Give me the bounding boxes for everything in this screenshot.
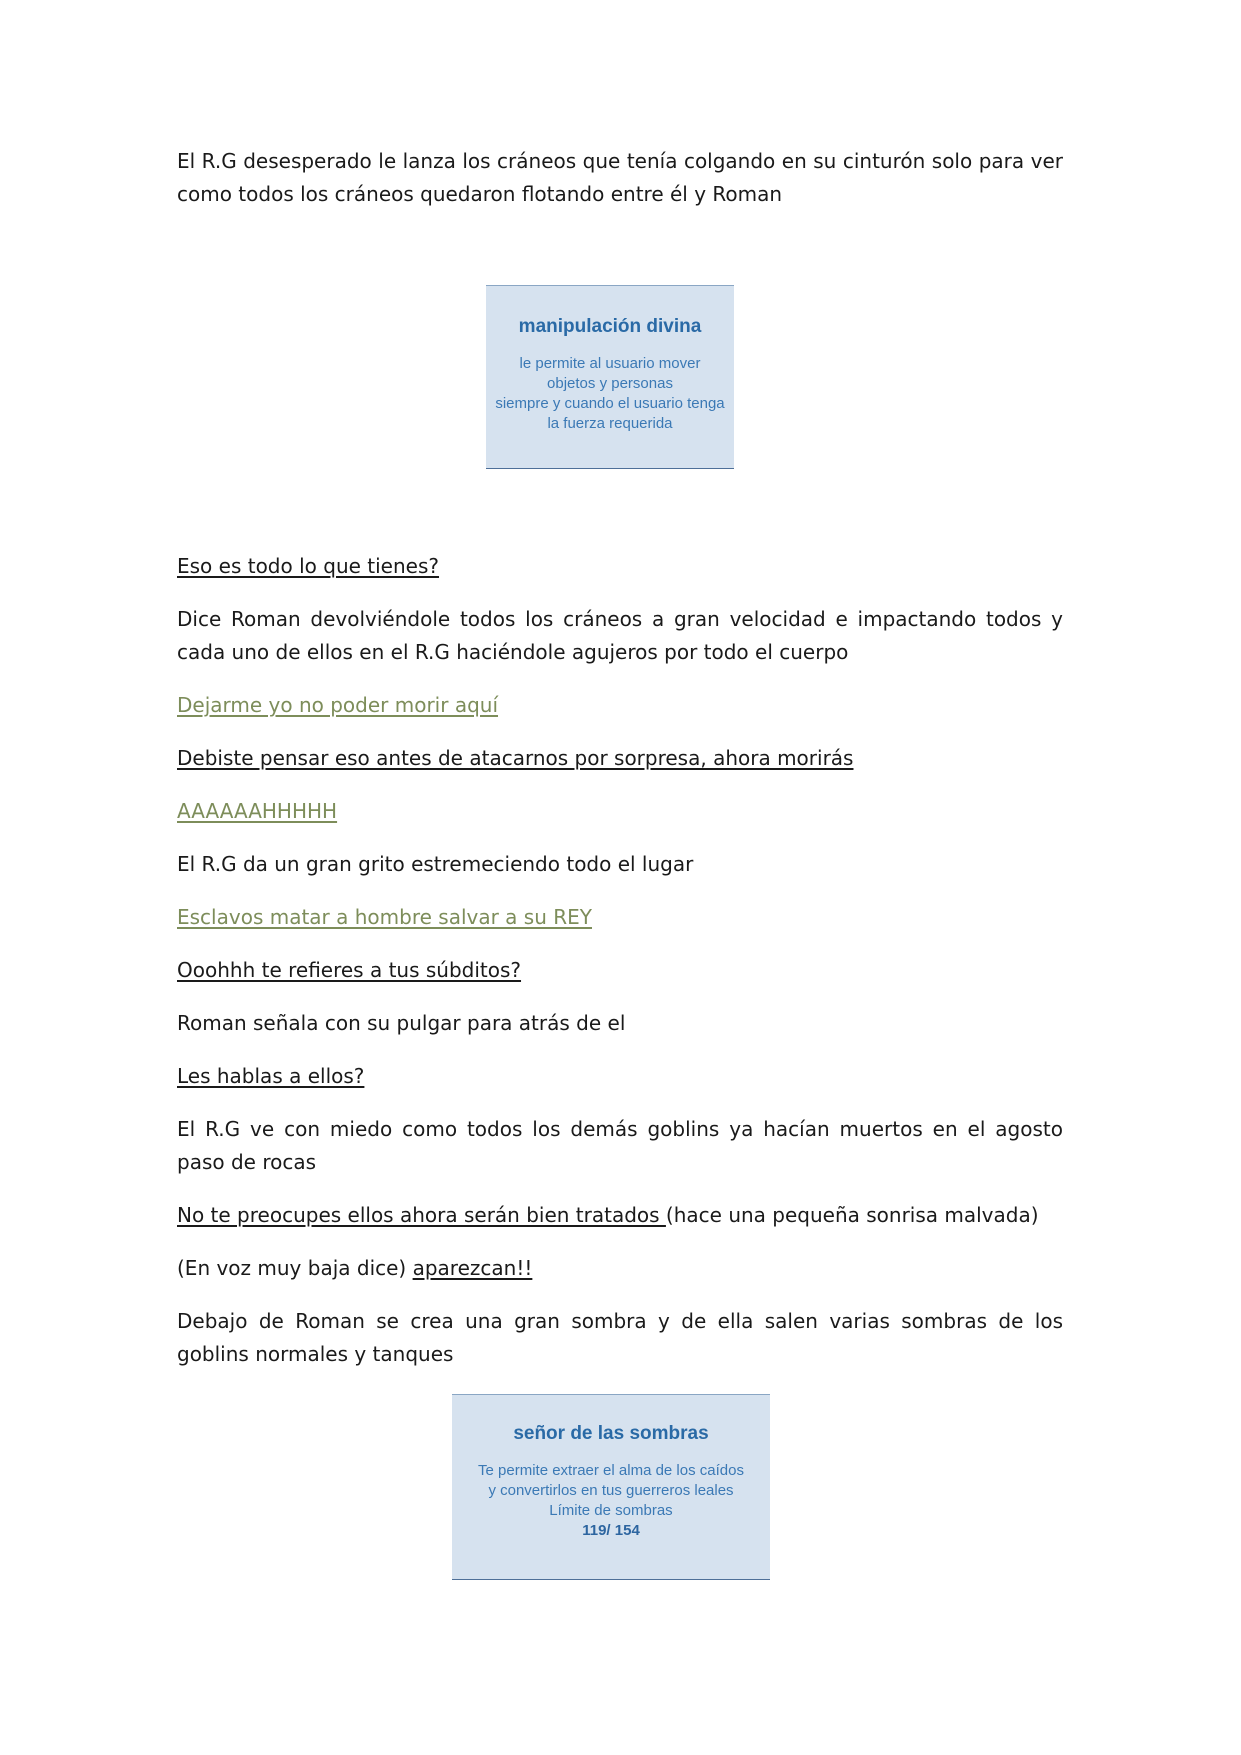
ability-description-line: objetos y personas bbox=[547, 375, 673, 392]
narration: El R.G da un gran grito estremeciendo todo el lugar bbox=[177, 852, 694, 876]
ability-description-line: le permite al usuario mover bbox=[519, 355, 701, 372]
shadow-limit-count: 119/ 154 bbox=[582, 1522, 640, 1539]
dialogue-line bbox=[177, 550, 1063, 583]
roman-speech: No te preocupes ellos ahora serán bien tratados bbox=[177, 1203, 666, 1227]
narration: Dice Roman devolviéndole todos los cráneos a gran velocidad e impactando todos y cada uno de ellos en el R.G haciéndole agujeros por todo el cuerpo bbox=[177, 607, 1063, 664]
narration: El R.G ve con miedo como todos los demás goblins ya hacían muertos en el agosto paso de rocas bbox=[177, 1117, 1063, 1174]
intro-paragraph: El R.G desesperado le lanza los cráneos que tenía colgando en su cinturón solo para ver como todos los cráneos quedaron flotando entre él y Roman bbox=[177, 149, 1063, 206]
goblin-speech: Dejarme yo no poder morir aquí bbox=[177, 693, 499, 717]
ability-description-line: Te permite extraer el alma de los caídos bbox=[478, 1462, 744, 1479]
dialogue-line bbox=[177, 1199, 1063, 1232]
dialogue-line bbox=[177, 954, 1063, 987]
dialogue-line bbox=[177, 901, 1063, 934]
goblin-speech: AAAAAAHHHHH bbox=[177, 799, 338, 823]
narration-aside: (En voz muy baja dice) bbox=[177, 1256, 413, 1280]
narration: Roman señala con su pulgar para atrás de el bbox=[177, 1011, 626, 1035]
roman-speech: aparezcan!! bbox=[412, 1256, 533, 1280]
ability-description-line: la fuerza requerida bbox=[547, 415, 673, 432]
dialogue-line bbox=[177, 689, 1063, 722]
narration-aside: (hace una pequeña sonrisa malvada) bbox=[665, 1203, 1039, 1227]
ability-description-line: y convertirlos en tus guerreros leales bbox=[488, 1482, 734, 1499]
roman-speech: Ooohhh te refieres a tus súbditos? bbox=[177, 958, 522, 982]
dialogue-line bbox=[177, 742, 1063, 775]
dialogue-line bbox=[177, 795, 1063, 828]
ability-description-line: Límite de sombras bbox=[549, 1502, 673, 1519]
dialogue-line bbox=[177, 1060, 1063, 1093]
roman-speech: Les hablas a ellos? bbox=[177, 1064, 365, 1088]
ability-title: manipulación divina bbox=[518, 316, 702, 337]
ability-description-line: siempre y cuando el usuario tenga bbox=[495, 395, 725, 412]
ability-box-manipulacion-divina bbox=[486, 285, 734, 469]
story-body bbox=[177, 550, 1063, 1391]
ability-box-senor-de-las-sombras bbox=[452, 1394, 770, 1580]
roman-speech: Eso es todo lo que tienes? bbox=[177, 554, 440, 578]
ability-title: señor de las sombras bbox=[513, 1423, 709, 1444]
dialogue-line bbox=[177, 1252, 1063, 1285]
goblin-speech: Esclavos matar a hombre salvar a su REY bbox=[177, 905, 592, 929]
roman-speech: Debiste pensar eso antes de atacarnos por sorpresa, ahora morirás bbox=[177, 746, 854, 770]
narration: Debajo de Roman se crea una gran sombra y de ella salen varias sombras de los goblins normales y tanques bbox=[177, 1309, 1063, 1366]
